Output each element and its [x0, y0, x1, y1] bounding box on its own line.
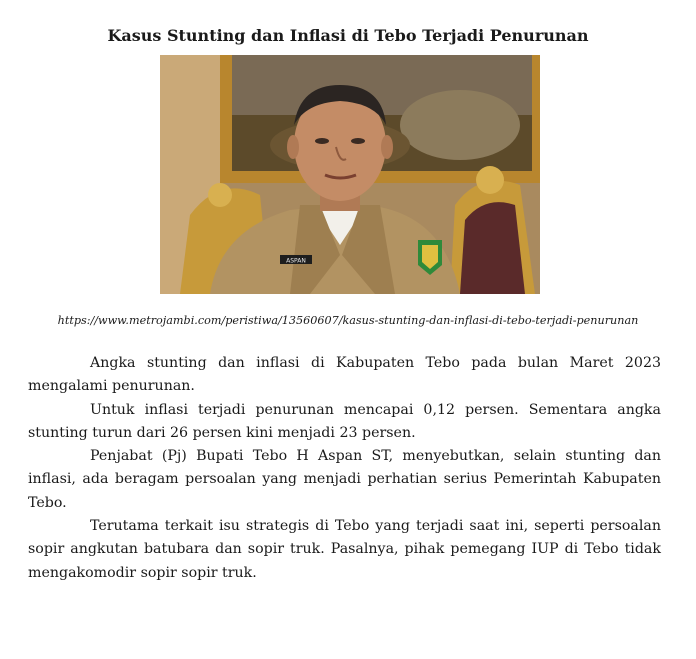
paragraph: Penjabat (Pj) Bupati Tebo H Aspan ST, menyebutkan, selain stunting dan inflasi, ada beragam persoalan yang menjadi perhatian serius Pemerintah Kabupaten Tebo. [28, 448, 661, 511]
name-tag: ASPAN [286, 257, 306, 265]
article-title: Kasus Stunting dan Inflasi di Tebo Terjadi Penurunan [107, 26, 589, 45]
paragraph: Angka stunting dan inflasi di Kabupaten Tebo pada bulan Maret 2023 mengalami penurunan. [28, 355, 661, 395]
article-photo [160, 55, 540, 294]
paragraph: Terutama terkait isu strategis di Tebo yang terjadi saat ini, seperti persoalan sopir angkutan batubara dan sopir truk. Pasalnya, pihak pemegang IUP di Tebo tidak mengakomodir sopir sopir truk. [28, 518, 661, 581]
paragraph: Untuk inflasi terjadi penurunan mencapai 0,12 persen. Sementara angka stunting turun dari 26 persen kini menjadi 23 persen. [28, 401, 661, 441]
article-body [28, 352, 661, 585]
source-url: https://www.metrojambi.com/peristiwa/13560607/kasus-stunting-dan-inflasi-di-tebo-terjadi-penurunan [57, 314, 639, 327]
